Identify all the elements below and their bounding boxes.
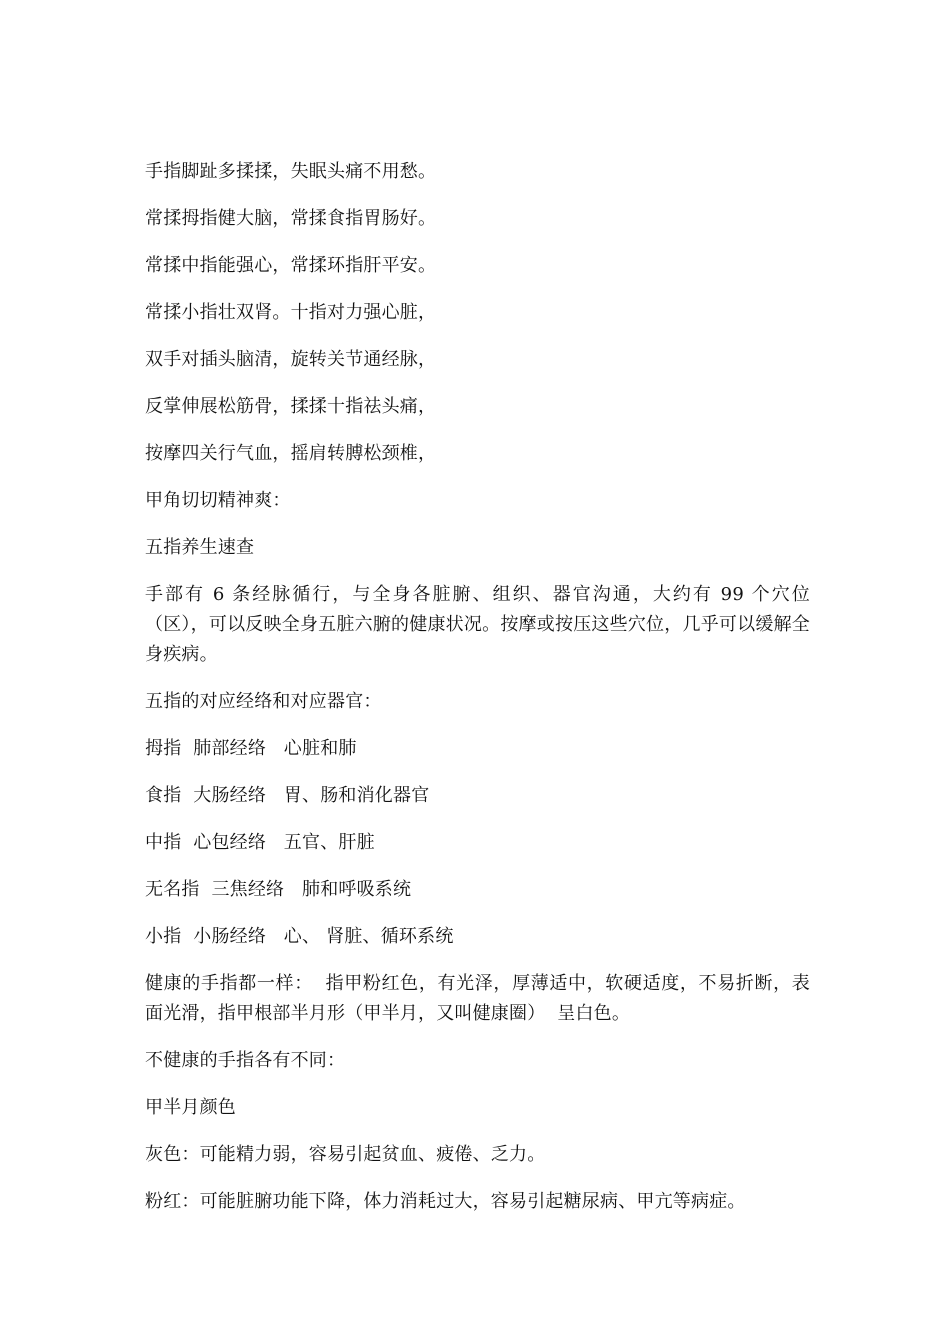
finger-row-thumb: 拇指 肺部经络 心脏和肺 — [145, 738, 357, 759]
document-body — [145, 157, 810, 1234]
paragraph-gray: 灰色：可能精力弱，容易引起贫血、疲倦、乏力。 — [145, 1144, 546, 1165]
paragraph-unhealthy-fingers: 不健康的手指各有不同： — [145, 1050, 346, 1071]
paragraph-pink: 粉红：可能脏腑功能下降，体力消耗过大，容易引起糖尿病、甲亢等病症。 — [145, 1191, 746, 1212]
paragraph-meridians: 手部有 6 条经脉循行，与全身各脏腑、组织、器官沟通，大约有 99 个穴位（区），可以反映全身五脏六腑的健康状况。按摩或按压这些穴位，几乎可以缓解全身疾病。 — [145, 584, 810, 665]
paragraph-8: 甲角切切精神爽： — [145, 490, 291, 511]
paragraph-5: 双手对插头脑清，旋转关节通经脉， — [145, 349, 437, 370]
finger-row-index: 食指 大肠经络 胃、肠和消化器官 — [145, 785, 430, 806]
paragraph-6: 反掌伸展松筋骨，揉揉十指祛头痛， — [145, 396, 437, 417]
section-heading-quick-reference: 五指养生速查 — [145, 537, 255, 558]
paragraph-healthy-fingers: 健康的手指都一样： 指甲粉红色，有光泽，厚薄适中，软硬适度，不易折断，表面光滑，指甲根部半月形（甲半月，又叫健康圈） 呈白色。 — [145, 973, 810, 1024]
finger-row-ring: 无名指 三焦经络 肺和呼吸系统 — [145, 879, 412, 900]
finger-row-little: 小指 小肠经络 心、 肾脏、循环系统 — [145, 926, 454, 947]
paragraph-1: 手指脚趾多揉揉，失眠头痛不用愁。 — [145, 161, 437, 182]
paragraph-4: 常揉小指壮双肾。十指对力强心脏， — [145, 302, 437, 323]
finger-row-middle: 中指 心包经络 五官、肝脏 — [145, 832, 375, 853]
section-heading-finger-mapping: 五指的对应经络和对应器官： — [145, 691, 382, 712]
paragraph-7: 按摩四关行气血，摇肩转膊松颈椎， — [145, 443, 437, 464]
paragraph-3: 常揉中指能强心，常揉环指肝平安。 — [145, 255, 437, 276]
paragraph-2: 常揉拇指健大脑，常揉食指胃肠好。 — [145, 208, 437, 229]
section-heading-lunula-color: 甲半月颜色 — [145, 1097, 236, 1118]
